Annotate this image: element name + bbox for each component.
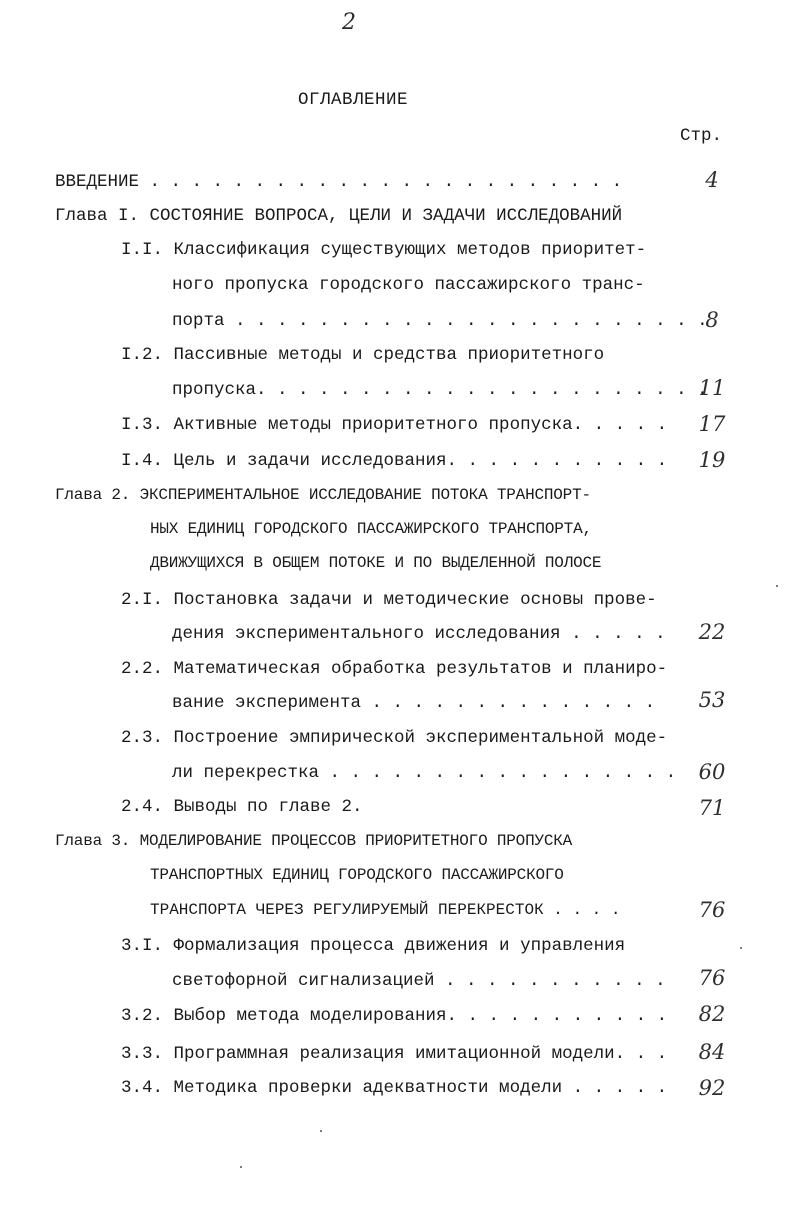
- chapter-3-title-line-3: ТРАНСПОРТА ЧЕРЕЗ РЕГУЛИРУЕМЫЙ ПЕРЕКРЕСТОК . . . .: [150, 901, 621, 919]
- page-number: 2: [342, 10, 356, 35]
- toc-entry-introduction: ВВЕДЕНИЕ . . . . . . . . . . . . . . . . . . . . . . .: [55, 172, 623, 192]
- section-1-1-line-2: ного пропуска городского пассажирского транс-: [172, 275, 645, 295]
- chapter-2-title-line-2: НЫХ ЕДИНИЦ ГОРОДСКОГО ПАССАЖИРСКОГО ТРАНСПОРТА,: [150, 520, 592, 538]
- section-1-1-line-1: I.I. Классификация существующих методов приоритет-: [121, 240, 647, 260]
- toc-page-chapter-3: 76: [698, 898, 726, 922]
- scan-speck: [740, 947, 742, 949]
- scan-speck: [320, 1130, 322, 1132]
- chapter-3-title-line-2: ТРАНСПОРТНЫХ ЕДИНИЦ ГОРОДСКОГО ПАССАЖИРСКОГО: [150, 866, 564, 884]
- section-2-2-line-1: 2.2. Математическая обработка результатов и планиро-: [121, 659, 668, 679]
- section-1-1-line-3: порта . . . . . . . . . . . . . . . . . . . . . . .: [172, 311, 708, 331]
- section-3-3: 3.3. Программная реализация имитационной модели. . .: [121, 1044, 668, 1064]
- toc-page-3-3: 84: [698, 1040, 726, 1064]
- toc-page-3-1: 76: [698, 966, 726, 990]
- section-1-2-line-2: пропуска. . . . . . . . . . . . . . . . . . . . . .: [172, 380, 708, 400]
- toc-page-3-4: 92: [698, 1076, 726, 1100]
- toc-page-1-3: 17: [698, 412, 726, 436]
- toc-page-1-4: 19: [698, 448, 726, 472]
- section-3-4: 3.4. Методика проверки адекватности модели . . . . .: [121, 1078, 668, 1098]
- section-2-3-line-1: 2.3. Построение эмпирической экспериментальной моде-: [121, 728, 668, 748]
- section-3-1-line-2: светофорной сигнализацией . . . . . . . . . . .: [172, 971, 666, 991]
- chapter-3-title-line-1: Глава 3. МОДЕЛИРОВАНИЕ ПРОЦЕССОВ ПРИОРИТЕТНОГО ПРОПУСКА: [55, 832, 573, 850]
- toc-page-2-2: 53: [698, 688, 726, 712]
- section-2-3-line-2: ли перекрестка . . . . . . . . . . . . . . . . .: [172, 763, 677, 783]
- toc-page-1-2: 11: [698, 376, 726, 400]
- section-2-4: 2.4. Выводы по главе 2.: [121, 797, 363, 817]
- section-3-1-line-1: 3.I. Формализация процесса движения и управления: [121, 936, 626, 956]
- toc-page-1-1: 8: [705, 308, 719, 332]
- section-1-2-line-1: I.2. Пассивные методы и средства приоритетного: [121, 345, 605, 365]
- section-1-4: I.4. Цель и задачи исследования. . . . . . . . . . .: [121, 451, 668, 471]
- section-1-3: I.3. Активные методы приоритетного пропуска. . . . .: [121, 415, 668, 435]
- page-column-label: Стр.: [680, 126, 723, 146]
- scan-speck: [240, 1166, 242, 1168]
- chapter-2-title-line-1: Глава 2. ЭКСПЕРИМЕНТАЛЬНОЕ ИССЛЕДОВАНИЕ ПОТОКА ТРАНСПОРТ-: [55, 486, 591, 504]
- chapter-2-title-line-3: ДВИЖУЩИХСЯ В ОБЩЕМ ПОТОКЕ И ПО ВЫДЕЛЕННОЙ ПОЛОСЕ: [150, 554, 602, 572]
- toc-page-introduction: 4: [705, 168, 719, 192]
- section-2-1-line-1: 2.I. Постановка задачи и методические основы прове-: [121, 590, 657, 610]
- toc-heading: ОГЛАВЛЕНИЕ: [298, 90, 409, 110]
- toc-page-2-3: 60: [698, 760, 726, 784]
- section-2-2-line-2: вание эксперимента . . . . . . . . . . . . . .: [172, 693, 656, 713]
- section-2-1-line-2: дения экспериментального исследования . . . . .: [172, 624, 666, 644]
- scan-speck: [776, 585, 778, 587]
- toc-page-2-4: 71: [698, 796, 726, 820]
- toc-page-2-1: 22: [698, 620, 726, 644]
- section-3-2: 3.2. Выбор метода моделирования. . . . . . . . . . .: [121, 1006, 668, 1026]
- chapter-1-title: Глава I. СОСТОЯНИЕ ВОПРОСА, ЦЕЛИ И ЗАДАЧИ ИССЛЕДОВАНИЙ: [55, 206, 623, 226]
- toc-page-3-2: 82: [698, 1002, 726, 1026]
